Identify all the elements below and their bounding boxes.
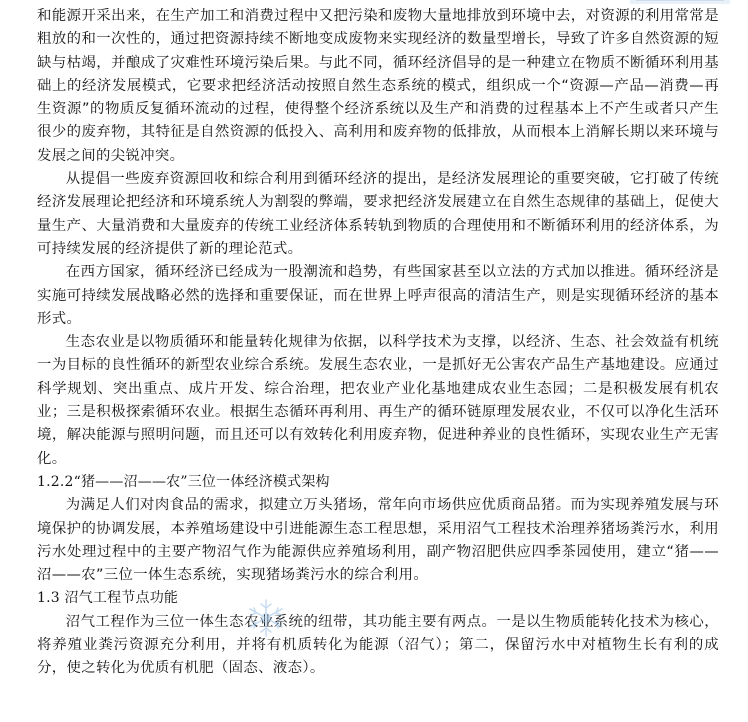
paragraph-pig-farm-model: 为满足人们对肉食品的需求，拟建立万头猪场，常年向市场供应优质商品猪。而为实现养殖发展与环境保护的协调发展，本养殖场建设中引进能源生态工程思想，采用沼气工程技术治理养猪场粪污水，利用污水处理过程中的主要产物沼气作为能源供应养殖场利用，副产物沼肥供应四季茶园使用，建立“猪——沼——农”三位一体生态系统，实现猪场粪污水的综合利用。 bbox=[37, 497, 719, 584]
paragraph-biogas-function: 沼气工程作为三位一体生态农业系统的纽带，其功能主要有两点。一是以生物质能转化技术为核心，将养殖业粪污资源充分利用，并将有机质转化为能源（沼气）；第二，保留污水中对植物生长有利的成分，使之转化为优质有机肥（固态、液态）。 bbox=[37, 613, 719, 677]
corner-watermark-stamp-icon bbox=[630, 0, 730, 6]
paragraph-ecological-agriculture: 生态农业是以物质循环和能量转化规律为依据，以科学技术为支撑，以经济、生态、社会效益有机统一为目标的良性循环的新型农业综合系统。发展生态农业，一是抓好无公害农产品生产基地建设。应通过科学规划、突出重点、成片开发、综合治理，把农业产业化基地建成农业生态园；二是积极发展有机农业；三是积极探索循环农业。根据生态循环再利用、再生产的循环链原理发展农业，不仅可以净化生活环境，解决能源与照明问题，而且还可以有效转化利用废弃物，促进种养业的良性循环，实现农业生产无害化。 bbox=[37, 334, 719, 467]
section-heading-1-2-2: 1.2.2“猪——沼——农”三位一体经济模式架构 bbox=[37, 473, 330, 490]
paragraph-economic-theory: 从提倡一些废弃资源回收和综合利用到循环经济的提出，是经济发展理论的重要突破，它打破了传统经济发展理论把经济和环境系统人为割裂的弊端，要求把经济发展建立在自然生态规律的基础上，促使大量生产、大量消费和大量废弃的传统工业经济体系转轨到物质的合理使用和不断循环利用的经济体系，为可持续发展的经济提供了新的理论范式。 bbox=[37, 171, 719, 257]
snowflake-watermark-icon bbox=[242, 596, 290, 640]
document-page bbox=[37, 0, 719, 722]
paragraph-western-countries: 在西方国家，循环经济已经成为一股潮流和趋势，有些国家甚至以立法的方式加以推进。循环经济是实施可持续发展战略必然的选择和重要保证，而在世界上呼声很高的清洁生产，则是实现循环经济的基本形式。 bbox=[37, 264, 719, 327]
section-heading-1-3: 1.3 沼气工程节点功能 bbox=[37, 590, 179, 607]
paragraph-circular-economy-intro: 和能源开采出来，在生产加工和消费过程中又把污染和废物大量地排放到环境中去，对资源的利用常常是粗放的和一次性的，通过把资源持续不断地变成废物来实现经济的数量型增长，导致了许多自然资源的短缺与枯竭，并酿成了灾难性环境污染后果。与此不同，循环经济倡导的是一种建立在物质不断循环利用基础上的经济发展模式，它要求把经济活动按照自然生态系统的模式，组织成一个“资源—产品—消费—再生资源”的物质反复循环流动的过程，使得整个经济系统以及生产和消费的过程基本上不产生或者只产生很少的废弃物，其特征是自然资源的低投入、高利用和废弃物的低排放，从而根本上消解长期以来环境与发展之间的尖锐冲突。 bbox=[37, 8, 719, 164]
